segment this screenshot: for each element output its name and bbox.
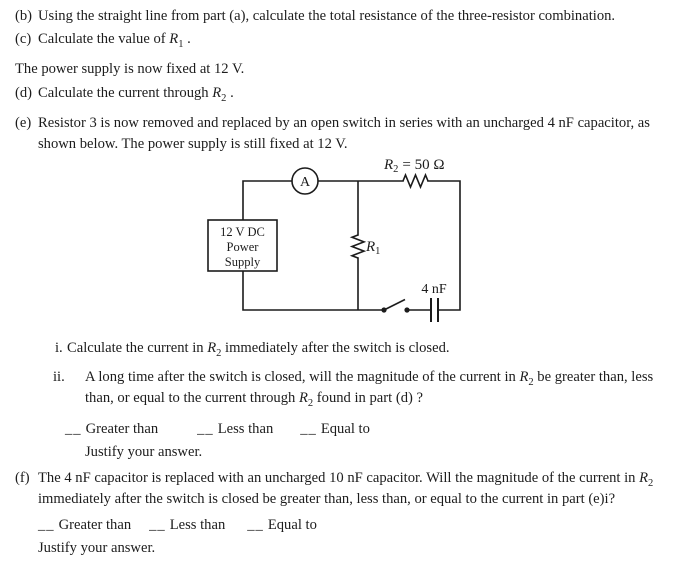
item-ii-line1-before: A long time after the switch is closed, will the magnitude of the current in	[85, 369, 520, 385]
item-d-text-after: .	[226, 85, 234, 101]
item-e-marker: (e)	[15, 115, 32, 131]
item-f-marker: (f)	[15, 470, 30, 486]
justify-note-e: Justify your answer.	[85, 444, 203, 460]
option-less-than	[149, 515, 225, 536]
item-e-text	[38, 113, 650, 155]
answer-blank: __	[65, 421, 82, 437]
item-d-text-before: Calculate the current through	[38, 85, 213, 101]
option-greater-label: Greater than	[58, 517, 132, 533]
power-supply-line1: 12 V DC	[220, 225, 265, 239]
answer-blank: __	[300, 421, 317, 437]
option-equal-label: Equal to	[320, 421, 370, 437]
circuit-svg	[195, 151, 475, 331]
option-less-label: Less than	[217, 421, 274, 437]
item-ii-line2	[85, 388, 653, 409]
item-b	[15, 6, 694, 27]
item-f-line2: immediately after the switch is closed be greater than, less than, or equal to the current in part (e)i?	[38, 491, 616, 507]
r1-subscript: 1	[178, 38, 184, 50]
justify-note-f: Justify your answer.	[38, 540, 156, 556]
r2-subscript: 2	[221, 92, 227, 104]
power-note: The power supply is now fixed at 12 V.	[15, 61, 245, 77]
capacitor-label: 4 nF	[421, 282, 447, 297]
option-equal-label: Equal to	[267, 517, 317, 533]
item-i-marker: i.	[55, 340, 63, 356]
item-c-text-before: Calculate the value of	[38, 31, 170, 47]
item-c-marker: (c)	[15, 31, 32, 47]
r2-subscript: 2	[216, 347, 222, 359]
item-c	[15, 29, 694, 50]
r2-value-label	[383, 157, 445, 175]
item-f-line1-before: The 4 nF capacitor is replaced with an uncharged 10 nF capacitor. Will the magnitude of the current in	[38, 470, 640, 486]
item-f-line1	[38, 468, 653, 489]
r2-subscript: 2	[528, 376, 534, 388]
option-greater-than	[65, 419, 158, 440]
r2-symbol: R	[298, 390, 308, 406]
option-greater-label: Greater than	[85, 421, 159, 437]
answer-blank: __	[149, 517, 166, 533]
r1-symbol: R	[169, 31, 179, 47]
power-supply-line2: Power	[226, 240, 259, 254]
item-c-text	[38, 29, 191, 50]
option-equal-to	[247, 515, 317, 536]
switch-blade	[384, 300, 405, 311]
item-ii-line2-after: found in part (d) ?	[313, 390, 423, 406]
item-ii-marker: ii.	[53, 369, 65, 385]
r2-symbol: R	[212, 85, 222, 101]
resistor-r2	[403, 175, 428, 187]
r2-symbol: R	[519, 369, 529, 385]
r2-label-value: = 50 Ω	[402, 157, 445, 173]
item-ii-line1	[85, 367, 653, 388]
item-ii-line1-after: be greater than, less	[533, 369, 654, 385]
option-greater-than	[38, 515, 131, 536]
item-e-line1: Resistor 3 is now removed and replaced by an open switch in series with an uncharged 4 nF capacitor, as	[38, 115, 650, 131]
power-supply-line3: Supply	[224, 255, 261, 269]
switch-right-contact	[404, 307, 409, 312]
item-e	[15, 113, 694, 155]
r2-symbol: R	[207, 340, 217, 356]
resistor-r1	[352, 235, 364, 258]
r2-subscript: 2	[648, 477, 654, 489]
r2-symbol: R	[639, 470, 649, 486]
item-c-text-after: .	[183, 31, 191, 47]
answer-blank: __	[197, 421, 214, 437]
r1-label-sub: 1	[375, 246, 381, 257]
item-f	[15, 468, 694, 510]
item-ii-line2-before: than, or equal to the current through	[85, 390, 299, 406]
item-d	[15, 83, 694, 104]
item-ii	[53, 367, 694, 409]
item-i	[55, 338, 694, 359]
circuit-diagram	[195, 151, 475, 331]
item-d-text	[38, 83, 234, 104]
answer-blank: __	[38, 517, 55, 533]
r1-label-var: R	[366, 239, 376, 255]
item-b-marker: (b)	[15, 8, 33, 24]
answer-options-e	[65, 419, 694, 440]
item-d-marker: (d)	[15, 85, 33, 101]
answer-options-f	[38, 515, 694, 536]
ammeter-label: A	[299, 175, 311, 190]
r2-subscript: 2	[307, 397, 314, 409]
answer-blank: __	[247, 517, 264, 533]
item-f-text	[38, 468, 653, 510]
option-less-than	[197, 419, 273, 440]
item-i-text-after: immediately after the switch is closed.	[221, 340, 450, 356]
option-equal-to	[300, 419, 370, 440]
item-i-text	[67, 338, 450, 359]
capacitor-plates	[431, 298, 438, 322]
item-b-text: Using the straight line from part (a), calculate the total resistance of the three-resistor combination.	[38, 8, 616, 24]
item-i-text-before: Calculate the current in	[67, 340, 208, 356]
r2-label-sub: 2	[393, 164, 399, 175]
r2-label-var: R	[384, 157, 394, 173]
option-less-label: Less than	[169, 517, 226, 533]
r1-value-label	[365, 239, 380, 257]
item-e-line2: shown below. The power supply is still fixed at 12 V.	[38, 136, 348, 152]
item-ii-text	[85, 367, 653, 409]
